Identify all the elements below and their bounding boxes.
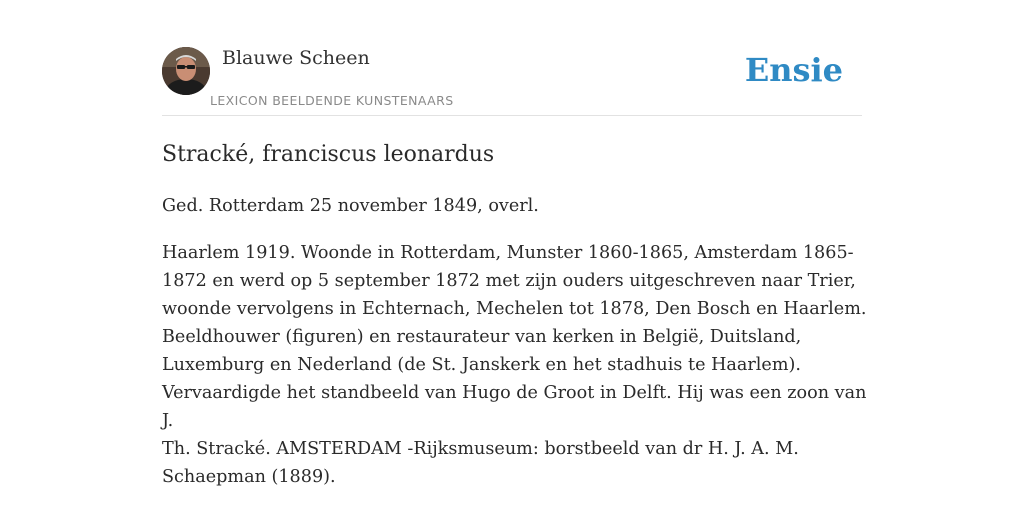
header-divider	[162, 115, 862, 116]
ensie-logo[interactable]: Ensie	[744, 51, 843, 89]
author-name[interactable]: Blauwe Scheen	[222, 47, 370, 69]
article-paragraph: Ged. Rotterdam 25 november 1849, overl.	[162, 196, 539, 216]
article-paragraph: Haarlem 1919. Woonde in Rotterdam, Munster 1860-1865, Amsterdam 1865-1872 en werd op 5 september 1872 met zijn ouders uitgeschreven naar Trier, woonde vervolgens in Echternach, Mechelen tot 1878, Den Bosch en Haarlem. Beeldhouwer (figuren) en restaurateur van kerken in België, Duitsland, Luxemburg en Nederland (de St. Janskerk en het stadhuis te Haarlem). Vervaardigde het standbeeld van Hugo de Groot in Delft. Hij was een zoon van J.	[162, 243, 867, 431]
article-title: Stracké, franciscus leonardus	[162, 142, 495, 167]
author-avatar[interactable]	[162, 47, 210, 95]
article-paragraph: Th. Stracké. AMSTERDAM -Rijksmuseum: borstbeeld van dr H. J. A. M. Schaepman (1889).	[162, 439, 799, 487]
avatar-photo-icon	[162, 47, 210, 95]
category-label[interactable]: LEXICON BEELDENDE KUNSTENAARS	[210, 93, 454, 108]
